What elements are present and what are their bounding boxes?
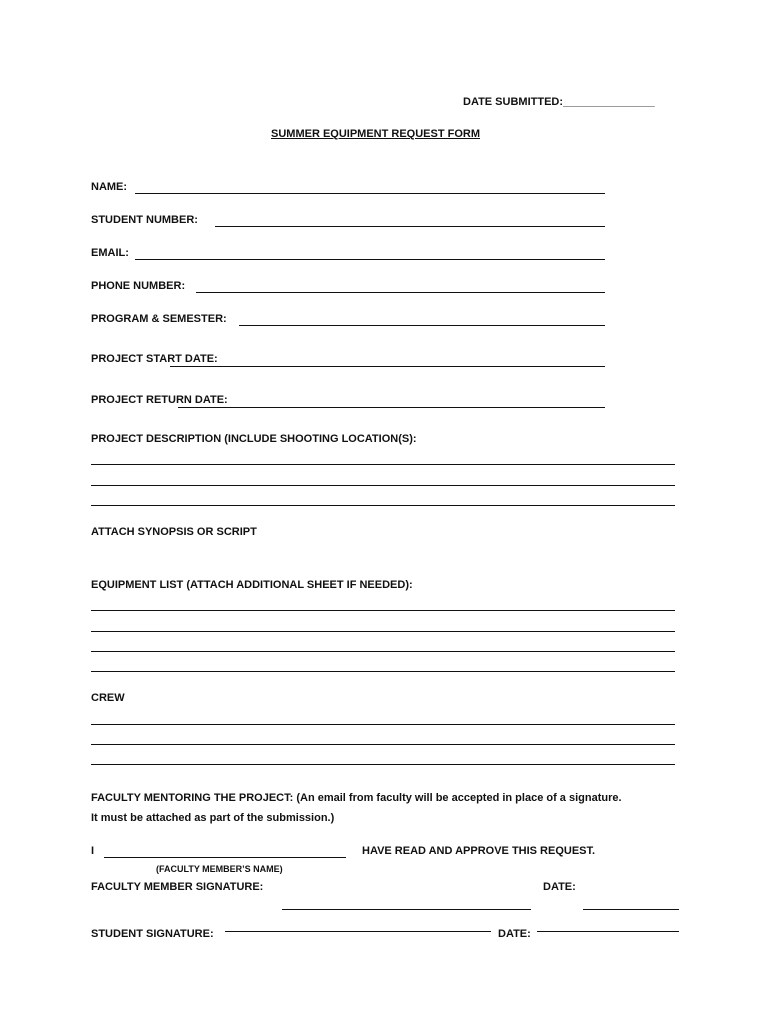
equipment-list-line[interactable] [91, 651, 675, 652]
faculty-i-label: I [91, 845, 95, 857]
program-semester-label: PROGRAM & SEMESTER: [91, 313, 227, 325]
equipment-list-line[interactable] [91, 671, 675, 672]
equipment-list-line[interactable] [91, 610, 675, 611]
student-date-field[interactable] [537, 931, 679, 932]
student-number-field[interactable] [215, 226, 605, 227]
email-label: EMAIL: [91, 247, 129, 259]
project-description-line[interactable] [91, 485, 675, 486]
project-start-date-label: PROJECT START DATE: [91, 353, 218, 365]
equipment-list-label: EQUIPMENT LIST (ATTACH ADDITIONAL SHEET IF NEEDED): [91, 579, 413, 591]
faculty-signature-label: FACULTY MEMBER SIGNATURE: [91, 881, 264, 893]
date-submitted-label: DATE SUBMITTED:_______________ [463, 96, 655, 108]
student-signature-field[interactable] [225, 931, 491, 932]
project-return-date-field[interactable] [178, 407, 605, 408]
crew-line[interactable] [91, 744, 675, 745]
name-label: NAME: [91, 181, 128, 193]
student-number-label: STUDENT NUMBER: [91, 214, 198, 226]
faculty-mentoring-note: It must be attached as part of the submission.) [91, 812, 335, 824]
phone-number-field[interactable] [196, 292, 605, 293]
email-field[interactable] [135, 259, 605, 260]
project-description-label: PROJECT DESCRIPTION (INCLUDE SHOOTING LOCATION(S): [91, 433, 417, 445]
equipment-list-line[interactable] [91, 631, 675, 632]
student-signature-label: STUDENT SIGNATURE: [91, 928, 214, 940]
attach-synopsis-label: ATTACH SYNOPSIS OR SCRIPT [91, 526, 257, 538]
crew-line[interactable] [91, 764, 675, 765]
program-semester-field[interactable] [239, 325, 605, 326]
crew-line[interactable] [91, 724, 675, 725]
faculty-approve-text: HAVE READ AND APPROVE THIS REQUEST. [362, 845, 596, 857]
faculty-mentoring-label: FACULTY MENTORING THE PROJECT: (An email from faculty will be accepted in place of a signature. [91, 792, 622, 804]
faculty-date-field[interactable] [583, 909, 679, 910]
faculty-name-caption: (FACULTY MEMBER’S NAME) [156, 864, 283, 874]
project-return-date-label: PROJECT RETURN DATE: [91, 394, 228, 406]
project-start-date-field[interactable] [170, 366, 605, 367]
phone-number-label: PHONE NUMBER: [91, 280, 186, 292]
form-title: SUMMER EQUIPMENT REQUEST FORM [271, 128, 481, 140]
project-description-line[interactable] [91, 464, 675, 465]
faculty-date-label: DATE: [543, 881, 576, 893]
student-date-label: DATE: [498, 928, 531, 940]
name-field[interactable] [135, 193, 605, 194]
crew-label: CREW [91, 692, 125, 704]
faculty-name-field[interactable] [104, 857, 346, 858]
faculty-signature-field[interactable] [282, 909, 531, 910]
project-description-line[interactable] [91, 505, 675, 506]
